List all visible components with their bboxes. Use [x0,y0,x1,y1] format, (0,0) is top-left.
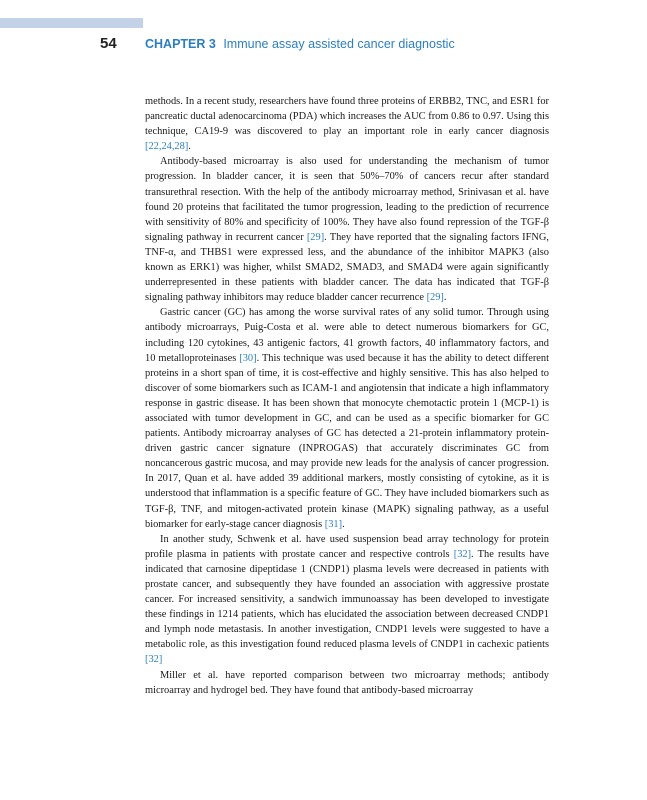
paragraph-text: Miller et al. have reported comparison between two microarray methods; antibody microarray and hydrogel bed. They have found that antibody-based microarray [145,669,549,696]
page-number: 54 [100,35,117,52]
paragraph-text: In another study, Schwenk et al. have used suspension bead array technology for protein profile plasma in patients with prostate cancer and respective controls [145,533,549,560]
paragraph [145,532,549,668]
page-header [0,33,647,57]
paragraph-text: Antibody-based microarray is also used for understanding the mechanism of tumor progression. In bladder cancer, it is seen that 50%–70% of cancers recur after standard transurethral resection. With the help of the antibody microarray method, Srinivasan et al. have found 20 proteins that facilitated the tumor progression, leading to the prediction of recurrence with sensitivity of 80% and specificity of 100%. They have also found repression of the TGF-β signaling pathway in recurrent cancer [145,156,549,243]
body-text [145,94,549,698]
paragraph [145,94,549,154]
paragraph [145,154,549,305]
paragraph-text: . [188,141,191,153]
citation-link[interactable]: [29] [426,292,444,304]
paragraph [145,668,549,698]
paragraph-text: Gastric cancer (GC) has among the worse survival rates of any solid tumor. Through using antibody microarrays, Puig-Costa et al. were able to detect numerous biomarkers for GC, including 120 cytokines, 43 antigenic factors, 41 growth factors, 40 inflammatory factors, and 10 metalloproteinases [145,307,549,364]
paragraph-text: . The results have indicated that carnosine dipeptidase 1 (CNDP1) plasma levels were decreased in patients with prostate cancer, and subsequently they have founded an association with aggressive prostate cancer. For increased sensitivity, a sandwich immunoassay has been developed to investigate these findings in 1214 patients, which has elucidated the association between decreased CNDP1 and lymph node metastasis. In another investigation, CNDP1 levels were suggested to have a metabolic role, as this investigation found reduced plasma levels of CNDP1 in cachexic patients [145,548,549,651]
running-head [145,37,455,51]
citation-link[interactable]: [32] [453,548,472,560]
chapter-label: CHAPTER 3 [145,37,216,51]
header-color-bar [0,18,143,28]
paragraph [145,305,549,531]
paragraph-text: methods. In a recent study, researchers have found three proteins of ERBB2, TNC, and ESR1 for pancreatic ductal adenocarcinoma (PDA) which increases the AUC from 0.86 to 0.97. Using this technique, CA19-9 was discovered to play an important role in early cancer diagnosis [145,96,549,138]
citation-link[interactable]: [30] [239,352,257,364]
citation-link[interactable]: [29] [306,231,325,243]
paragraph-text: . [443,292,447,304]
paragraph-text: . [342,518,345,530]
paragraph-text: . They have reported that the signaling factors IFNG, TNF-α, and THBS1 were expressed less, and the abundance of the inhibitor MAPK3 (also known as ERK1) was higher, whilst SMAD2, SMAD3, and SMAD4 were again significantly underrepresented in these patients with bladder cancer. The data has indicated that TGF-β signaling pathway inhibitors may reduce bladder cancer recurrence [145,231,550,304]
citation-link[interactable]: [31] [324,518,343,530]
chapter-title: Immune assay assisted cancer diagnostic [223,37,455,51]
citation-link[interactable]: [22,24,28] [145,141,189,153]
citation-link[interactable]: [32] [145,654,163,666]
paragraph-text: . This technique was used because it has the ability to detect different proteins in a short span of time, it is cost-effective and highly sensitive. This has also helped to discover of some biomarkers such as ICAM-1 and angiotensin that indicate a high inflammatory response in gastric disease. It has been shown that monocyte chemotactic protein 1 (MCP-1) is associated with tumor development in GC, and can be used as a specific biomarker for GC patients. Antibody microarray analyses of GC has detected a 21-protein inflammatory protein-driven gastric cancer signature (INPROGAS) that accurately discriminates GC from noncancerous gastric mucosa, and may provide new leads for the analysis of cancer progression. In 2017, Quan et al. have added 39 additional markers, mostly consisting of cytokine, as it is understood that inflammation is a specific feature of GC. They have included biomarkers such as TGF-β, TNF, and mitogen-activated protein kinase (MAPK) signaling pathway, as a useful biomarker for early-stage cancer diagnosis [145,352,549,530]
